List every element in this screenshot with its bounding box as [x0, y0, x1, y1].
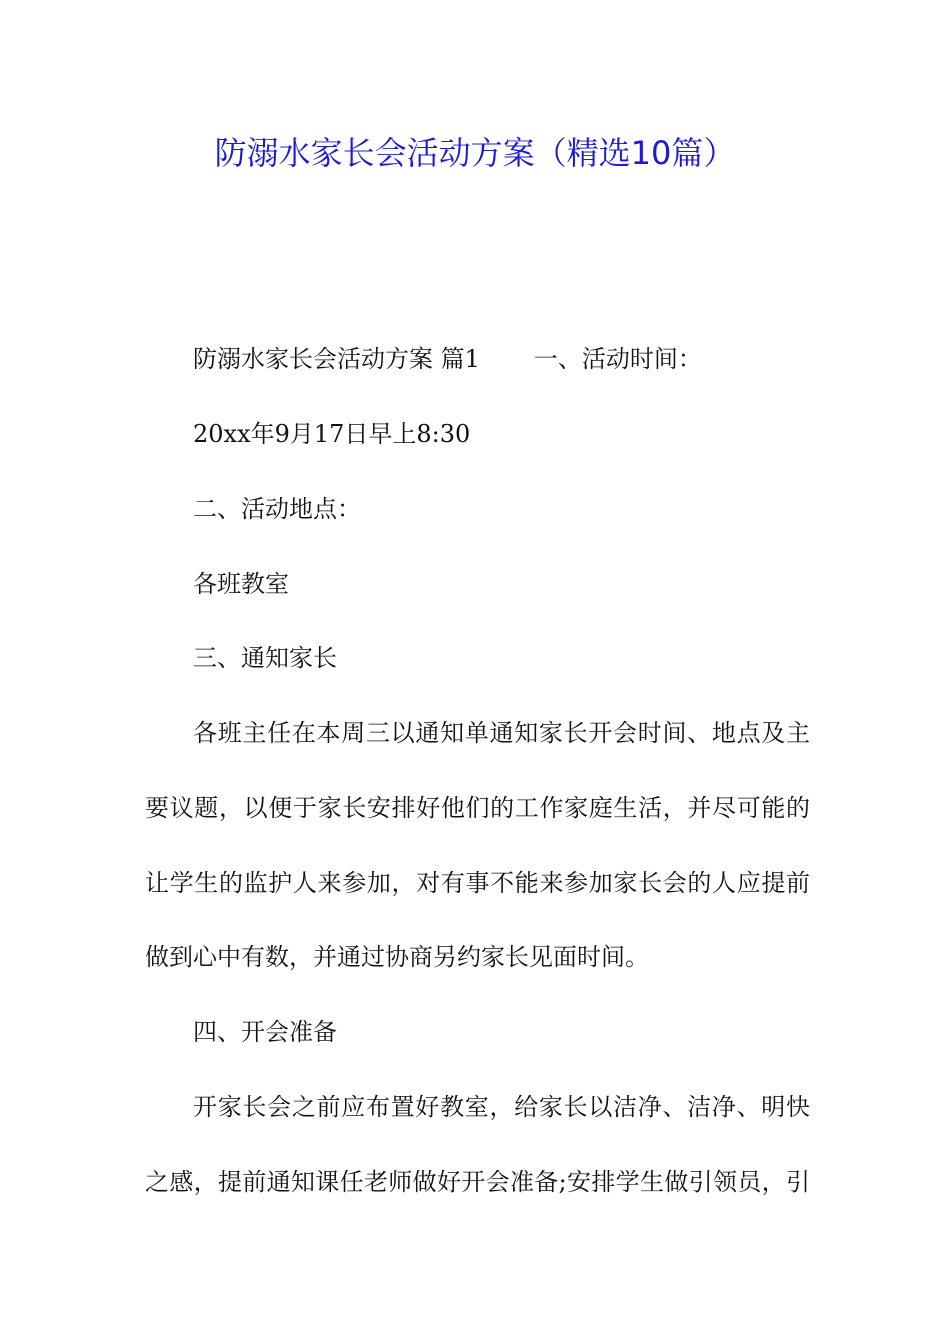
paragraph-line: 开家长会之前应布置好教室，给家长以洁净、洁净、明快 — [193, 1093, 810, 1121]
paragraph-line: 之感，提前通知课任老师做好开会准备;安排学生做引领员，引 — [145, 1168, 810, 1196]
paragraph-line — [193, 339, 810, 379]
section-heading: 二、活动地点： — [193, 495, 361, 523]
paragraph-line: 各班主任在本周三以通知单通知家长开会时间、地点及主 — [193, 719, 810, 747]
paragraph-line: 各班教室 — [193, 570, 289, 598]
document-title: 防溺水家长会活动方案（精选10篇） — [214, 134, 736, 172]
section-heading: 防溺水家长会活动方案 篇1 — [193, 345, 480, 373]
paragraph-line: 做到心中有数，并通过协商另约家长见面时间。 — [145, 943, 649, 971]
section-heading: 一、活动时间： — [533, 345, 702, 373]
section-heading: 四、开会准备 — [193, 1018, 337, 1046]
section-heading: 三、通知家长 — [193, 644, 337, 672]
paragraph-line: 20xx年9月17日早上8:30 — [193, 420, 471, 448]
paragraph-line: 让学生的监护人来参加，对有事不能来参加家长会的人应提前 — [145, 869, 810, 897]
paragraph-line: 要议题，以便于家长安排好他们的工作家庭生活，并尽可能的 — [145, 794, 810, 822]
